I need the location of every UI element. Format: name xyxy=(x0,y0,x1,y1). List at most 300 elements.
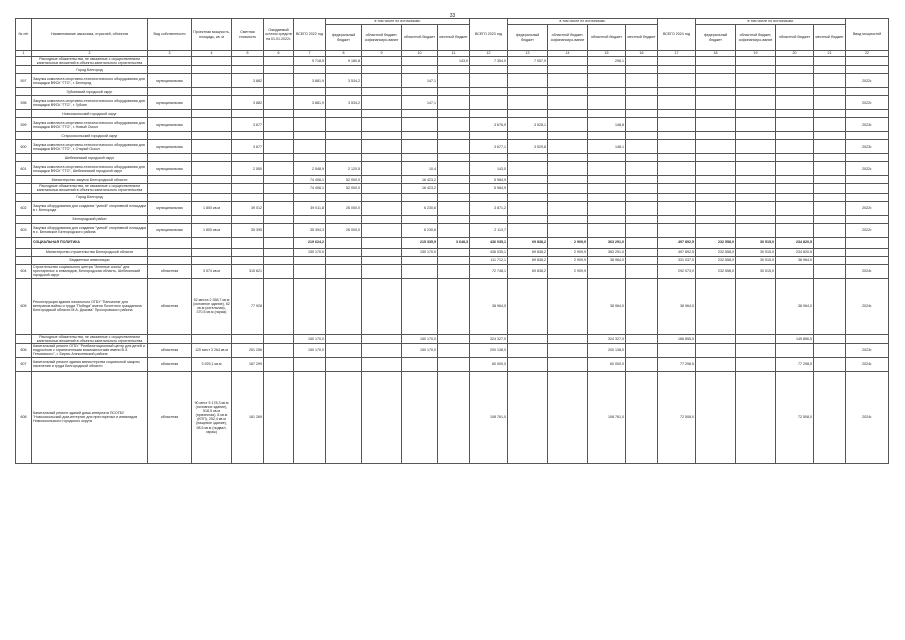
column-number: 6 xyxy=(264,51,294,57)
value-cell xyxy=(814,66,846,74)
value-cell xyxy=(294,132,326,140)
value-cell: 2 909,9 xyxy=(548,264,588,278)
value-cell: 150 170,0 xyxy=(402,334,438,343)
value-cell xyxy=(192,118,232,132)
value-cell xyxy=(264,88,294,96)
value-cell xyxy=(326,193,362,201)
value-cell: 74 406,1 xyxy=(294,184,326,193)
value-cell xyxy=(508,88,548,96)
value-cell xyxy=(508,193,548,201)
column-number: 4 xyxy=(192,51,232,57)
value-cell xyxy=(736,57,776,66)
value-cell xyxy=(588,154,626,162)
value-cell xyxy=(508,110,548,118)
value-cell xyxy=(588,264,626,278)
value-cell xyxy=(402,140,438,154)
column-number: 8 xyxy=(326,51,362,57)
value-cell xyxy=(148,110,192,118)
name-cell: Закупка комплекта спортивно-технологического оборудования для площадки ВФСК "ГТО", г. Новый Оскол xyxy=(32,118,148,132)
value-cell: 2022г. xyxy=(846,223,889,237)
value-cell xyxy=(776,264,814,278)
value-cell: 150 170,0 xyxy=(402,248,438,256)
value-cell xyxy=(736,334,776,343)
header-regional: областной бюджет xyxy=(402,25,438,51)
value-cell xyxy=(696,357,736,371)
value-cell: муниципальная xyxy=(148,140,192,154)
value-cell xyxy=(294,357,326,371)
value-cell xyxy=(736,132,776,140)
value-cell xyxy=(192,132,232,140)
header-regional: областной бюджет xyxy=(588,25,626,51)
value-cell xyxy=(696,334,736,343)
table-row xyxy=(16,118,889,132)
value-cell xyxy=(232,193,264,201)
row-number-cell: 603 xyxy=(16,223,32,237)
value-cell xyxy=(148,248,192,256)
value-cell xyxy=(626,176,658,184)
value-cell xyxy=(736,162,776,176)
value-cell: 2024г. xyxy=(846,371,889,463)
value-cell xyxy=(814,334,846,343)
value-cell xyxy=(326,237,362,248)
value-cell xyxy=(736,184,776,193)
value-cell xyxy=(148,184,192,193)
value-cell xyxy=(326,88,362,96)
row-number-cell: 604 xyxy=(16,264,32,278)
column-number: 16 xyxy=(626,51,658,57)
value-cell: 436 035,1 xyxy=(470,237,508,248)
name-cell: Расходные обязательства, не связанные с осуществлением капитальных вложений в объекты капитального строительства xyxy=(32,334,148,343)
section-row xyxy=(16,184,889,193)
value-cell xyxy=(438,223,470,237)
header-capacity: Проектная мощность, площадь, кв. м xyxy=(192,19,232,51)
budget-table xyxy=(15,18,889,464)
value-cell: 3 677 xyxy=(232,118,264,132)
value-cell: 2022г. xyxy=(846,201,889,215)
table-row xyxy=(16,96,889,110)
value-cell xyxy=(736,193,776,201)
value-cell xyxy=(814,57,846,66)
value-cell xyxy=(548,96,588,110)
value-cell xyxy=(814,223,846,237)
value-cell xyxy=(326,140,362,154)
value-cell xyxy=(626,132,658,140)
header-regional-cofin: областной бюджет, софинансиро-вание xyxy=(736,25,776,51)
row-number-cell xyxy=(16,66,32,74)
value-cell xyxy=(658,110,696,118)
value-cell xyxy=(846,256,889,264)
value-cell: 38 964,0 xyxy=(588,256,626,264)
value-cell: 147,1 xyxy=(402,96,438,110)
section-row xyxy=(16,256,889,264)
value-cell xyxy=(362,201,402,215)
value-cell xyxy=(362,334,402,343)
value-cell xyxy=(192,57,232,66)
value-cell xyxy=(508,184,548,193)
value-cell: 2024г. xyxy=(846,264,889,278)
value-cell xyxy=(148,66,192,74)
value-cell xyxy=(438,96,470,110)
value-cell xyxy=(776,88,814,96)
value-cell xyxy=(658,201,696,215)
value-cell: 69 838,2 xyxy=(508,264,548,278)
value-cell xyxy=(192,110,232,118)
name-cell: Капитальный ремонт зданий дома-интерната ПСОГБУ "Новооскольский дом-интернат для престарелых и инвалидов Новооскольского городского округа xyxy=(32,371,148,463)
value-cell: 219 624,2 xyxy=(294,237,326,248)
name-cell: Новооскольский городской округ xyxy=(32,110,148,118)
value-cell xyxy=(658,88,696,96)
value-cell: 148,8 xyxy=(588,118,626,132)
value-cell xyxy=(846,154,889,162)
value-cell xyxy=(438,118,470,132)
value-cell xyxy=(696,201,736,215)
value-cell xyxy=(626,371,658,463)
value-cell xyxy=(402,118,438,132)
value-cell xyxy=(438,110,470,118)
section-row xyxy=(16,154,889,162)
value-cell xyxy=(438,371,470,463)
value-cell: 324 327,0 xyxy=(470,334,508,343)
value-cell: 181 269 xyxy=(232,371,264,463)
value-cell xyxy=(402,256,438,264)
value-cell xyxy=(696,162,736,176)
value-cell: 143,0 xyxy=(470,162,508,176)
value-cell: 35 395 xyxy=(232,223,264,237)
value-cell: муниципальная xyxy=(148,118,192,132)
value-cell xyxy=(696,88,736,96)
value-cell xyxy=(326,215,362,223)
value-cell: 38 964,0 xyxy=(776,256,814,264)
value-cell: 2 909,9 xyxy=(548,248,588,256)
value-cell xyxy=(232,88,264,96)
value-cell xyxy=(776,201,814,215)
value-cell: 77 928 xyxy=(232,278,264,334)
value-cell xyxy=(736,88,776,96)
value-cell xyxy=(626,334,658,343)
value-cell xyxy=(294,278,326,334)
name-cell: Расходные обязательства, не связанные с осуществлением капитальных вложений в объекты капитального строительства xyxy=(32,184,148,193)
value-cell: 3 534,2 xyxy=(326,74,362,88)
value-cell xyxy=(470,110,508,118)
value-cell: 6 230,6 xyxy=(402,201,438,215)
value-cell xyxy=(814,264,846,278)
value-cell: 2 909,9 xyxy=(548,237,588,248)
name-cell: Старооскольский городской округ xyxy=(32,132,148,140)
header-including-2024: в том числе по источникам: xyxy=(696,19,846,25)
value-cell xyxy=(326,66,362,74)
value-cell: 2 909,9 xyxy=(548,256,588,264)
row-number-cell xyxy=(16,237,32,248)
value-cell xyxy=(192,96,232,110)
value-cell xyxy=(402,57,438,66)
value-cell xyxy=(294,140,326,154)
value-cell xyxy=(148,132,192,140)
row-number-cell: 607 xyxy=(16,357,32,371)
value-cell xyxy=(470,88,508,96)
value-cell xyxy=(548,110,588,118)
value-cell xyxy=(438,74,470,88)
value-cell xyxy=(264,118,294,132)
value-cell xyxy=(192,256,232,264)
value-cell xyxy=(696,371,736,463)
value-cell: 200 138,0 xyxy=(588,343,626,357)
value-cell: 60 000,0 xyxy=(588,357,626,371)
value-cell xyxy=(776,66,814,74)
header-total-2024: ВСЕГО 2024 год xyxy=(658,19,696,51)
value-cell xyxy=(736,357,776,371)
value-cell xyxy=(736,215,776,223)
value-cell xyxy=(626,223,658,237)
value-cell xyxy=(548,278,588,334)
value-cell xyxy=(438,343,470,357)
value-cell xyxy=(264,371,294,463)
row-number-cell: 606 xyxy=(16,343,32,357)
value-cell xyxy=(814,193,846,201)
value-cell xyxy=(626,278,658,334)
section-row xyxy=(16,110,889,118)
value-cell xyxy=(696,343,736,357)
value-cell xyxy=(626,248,658,256)
table-body xyxy=(16,57,889,464)
value-cell: 232 558,0 xyxy=(696,237,736,248)
value-cell xyxy=(192,162,232,176)
value-cell: муниципальная xyxy=(148,201,192,215)
value-cell: 3 528,1 xyxy=(508,118,548,132)
column-number: 14 xyxy=(548,51,588,57)
value-cell xyxy=(588,162,626,176)
section-row xyxy=(16,66,889,74)
value-cell xyxy=(362,132,402,140)
value-cell xyxy=(264,357,294,371)
value-cell xyxy=(776,132,814,140)
value-cell: 9 180,8 xyxy=(326,57,362,66)
column-number: 5 xyxy=(232,51,264,57)
value-cell xyxy=(294,110,326,118)
value-cell: 315 621 xyxy=(232,264,264,278)
value-cell: 69 838,2 xyxy=(508,237,548,248)
header-cost: Сметная стоимость xyxy=(232,19,264,51)
value-cell xyxy=(326,343,362,357)
value-cell xyxy=(148,154,192,162)
value-cell xyxy=(814,162,846,176)
value-cell xyxy=(776,140,814,154)
row-number-cell: 601 xyxy=(16,162,32,176)
value-cell xyxy=(264,237,294,248)
value-cell xyxy=(658,96,696,110)
value-cell xyxy=(326,132,362,140)
section-row xyxy=(16,57,889,66)
value-cell xyxy=(736,278,776,334)
value-cell xyxy=(588,184,626,193)
value-cell xyxy=(588,66,626,74)
value-cell xyxy=(232,66,264,74)
value-cell xyxy=(362,278,402,334)
value-cell: 200 138,0 xyxy=(470,343,508,357)
value-cell xyxy=(264,248,294,256)
value-cell xyxy=(402,193,438,201)
value-cell xyxy=(548,176,588,184)
column-number: 11 xyxy=(438,51,470,57)
header-remaining: Ожидаемый остаток средств на 01.01.2022г. xyxy=(264,19,294,51)
value-cell xyxy=(548,223,588,237)
value-cell xyxy=(470,96,508,110)
value-cell: 108 761,0 xyxy=(588,371,626,463)
name-cell: Министерство строительства Белгородской области xyxy=(32,248,148,256)
value-cell xyxy=(402,110,438,118)
value-cell xyxy=(362,140,402,154)
table-row xyxy=(16,74,889,88)
value-cell xyxy=(232,248,264,256)
value-cell xyxy=(362,215,402,223)
value-cell xyxy=(362,357,402,371)
value-cell xyxy=(508,371,548,463)
value-cell xyxy=(548,88,588,96)
value-cell xyxy=(438,88,470,96)
value-cell xyxy=(264,193,294,201)
value-cell xyxy=(658,154,696,162)
value-cell xyxy=(402,371,438,463)
value-cell xyxy=(846,176,889,184)
value-cell xyxy=(776,343,814,357)
value-cell xyxy=(148,176,192,184)
value-cell: 324 327,0 xyxy=(588,334,626,343)
value-cell xyxy=(264,256,294,264)
value-cell xyxy=(508,132,548,140)
value-cell: 251 256 xyxy=(232,343,264,357)
value-cell xyxy=(814,184,846,193)
value-cell xyxy=(658,118,696,132)
value-cell xyxy=(696,215,736,223)
header-total-2022: ВСЕГО 2022 год xyxy=(294,19,326,51)
value-cell xyxy=(508,334,548,343)
value-cell xyxy=(696,96,736,110)
value-cell xyxy=(470,154,508,162)
header-federal: федеральный бюджет xyxy=(326,25,362,51)
section-row xyxy=(16,88,889,96)
value-cell xyxy=(264,334,294,343)
value-cell: муниципальная xyxy=(148,96,192,110)
name-cell: Шебекинский городской округ xyxy=(32,154,148,162)
value-cell xyxy=(264,110,294,118)
value-cell xyxy=(548,57,588,66)
name-cell: Реконструкция здания начального ОГБУ "Пансионат для ветеранов войны и труда "Победа" имени Почетного гражданина Белгородской области М.А. Дюкова" Прохоровского района xyxy=(32,278,148,334)
value-cell: 72 508,0 xyxy=(776,371,814,463)
name-cell: Закупка оборудования для создания "умной" спортивной площадки в г. Белгороде xyxy=(32,201,148,215)
value-cell: 3 648,3 xyxy=(438,237,470,248)
value-cell: 232 558,0 xyxy=(696,248,736,256)
value-cell xyxy=(402,154,438,162)
row-number-cell xyxy=(16,110,32,118)
table-row xyxy=(16,278,889,334)
row-number-cell: 608 xyxy=(16,371,32,463)
section-row xyxy=(16,193,889,201)
value-cell: 2022г. xyxy=(846,74,889,88)
value-cell xyxy=(696,154,736,162)
value-cell: 292 073,0 xyxy=(658,264,696,278)
value-cell xyxy=(736,343,776,357)
value-cell xyxy=(326,110,362,118)
value-cell xyxy=(264,215,294,223)
value-cell xyxy=(814,118,846,132)
value-cell xyxy=(626,256,658,264)
name-cell: СОЦИАЛЬНАЯ ПОЛИТИКА xyxy=(32,237,148,248)
column-number: 18 xyxy=(696,51,736,57)
value-cell xyxy=(362,343,402,357)
value-cell xyxy=(362,57,402,66)
value-cell: 3 871,2 xyxy=(470,201,508,215)
value-cell xyxy=(548,154,588,162)
value-cell: 166 855,5 xyxy=(658,334,696,343)
value-cell: 2023г. xyxy=(846,343,889,357)
value-cell xyxy=(814,88,846,96)
header-including-2022: в том числе по источникам: xyxy=(326,19,470,25)
column-number: 7 xyxy=(294,51,326,57)
value-cell xyxy=(588,223,626,237)
value-cell xyxy=(402,88,438,96)
value-cell: 215 335,9 xyxy=(402,237,438,248)
value-cell xyxy=(148,193,192,201)
value-cell xyxy=(626,88,658,96)
value-cell: 2 120,5 xyxy=(326,162,362,176)
value-cell xyxy=(508,357,548,371)
value-cell xyxy=(548,201,588,215)
row-number-cell: 597 xyxy=(16,74,32,88)
value-cell xyxy=(736,371,776,463)
value-cell xyxy=(626,215,658,223)
header-federal: федеральный бюджет xyxy=(696,25,736,51)
value-cell xyxy=(264,66,294,74)
value-cell xyxy=(588,74,626,88)
value-cell xyxy=(626,74,658,88)
value-cell xyxy=(548,215,588,223)
value-cell: 167 299 xyxy=(232,357,264,371)
value-cell xyxy=(776,176,814,184)
column-number: 21 xyxy=(814,51,846,57)
value-cell xyxy=(548,193,588,201)
name-cell: Закупка комплекта спортивно-технологического оборудования для площадки ВФСК "ГТО", г. Старый Оскол xyxy=(32,140,148,154)
value-cell xyxy=(626,193,658,201)
value-cell xyxy=(232,57,264,66)
value-cell xyxy=(696,66,736,74)
value-cell: 3 677,1 xyxy=(470,140,508,154)
value-cell: 363 291,0 xyxy=(588,237,626,248)
value-cell xyxy=(148,237,192,248)
value-cell xyxy=(814,343,846,357)
value-cell xyxy=(438,184,470,193)
value-cell: 150 170,0 xyxy=(294,334,326,343)
value-cell xyxy=(508,215,548,223)
value-cell xyxy=(658,223,696,237)
value-cell xyxy=(548,334,588,343)
value-cell xyxy=(626,201,658,215)
header-regional-cofin: областной бюджет, софинансиро-вание xyxy=(362,25,402,51)
value-cell xyxy=(548,343,588,357)
value-cell xyxy=(402,132,438,140)
value-cell xyxy=(264,57,294,66)
value-cell xyxy=(846,193,889,201)
table-row xyxy=(16,162,889,176)
value-cell xyxy=(696,223,736,237)
value-cell xyxy=(588,193,626,201)
name-cell: Министерство закупок Белгородской области xyxy=(32,176,148,184)
name-cell: Губкинский городской округ xyxy=(32,88,148,96)
value-cell: 3 925,1 кв.м xyxy=(192,357,232,371)
value-cell xyxy=(362,256,402,264)
value-cell: муниципальная xyxy=(148,162,192,176)
value-cell xyxy=(362,154,402,162)
value-cell xyxy=(294,256,326,264)
value-cell xyxy=(814,96,846,110)
